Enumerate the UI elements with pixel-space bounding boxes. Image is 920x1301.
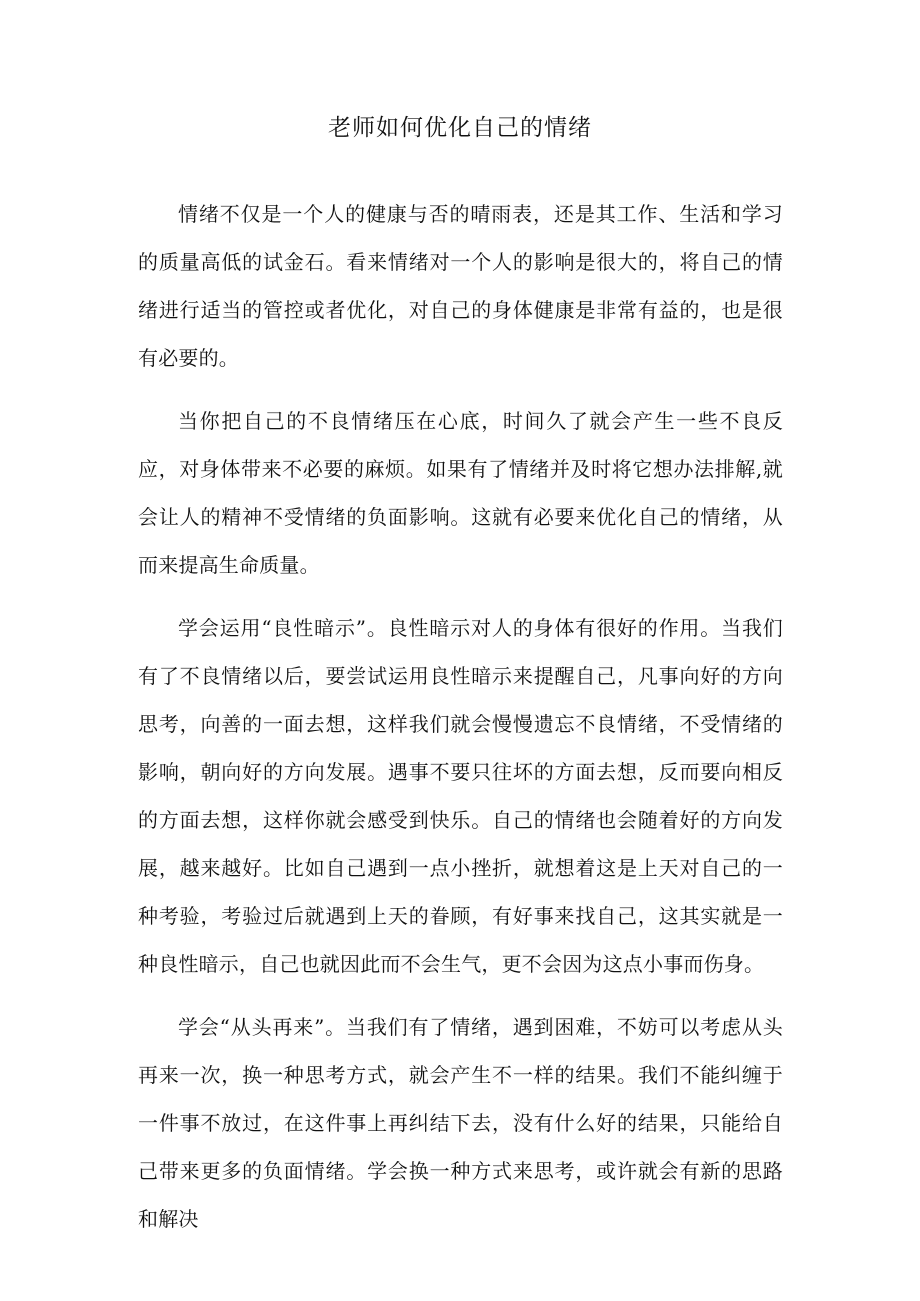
page-title: 老师如何优化自己的情绪 xyxy=(328,115,592,141)
paragraph-1: 情绪不仅是一个人的健康与否的晴雨表，还是其工作、生活和学习的质量高低的试金石。看来情绪对一个人的影响是很大的，将自己的情绪进行适当的管控或者优化，对自己的身体健康是非常有益的，也是很有必要的。 xyxy=(138,202,783,370)
paragraph-2: 当你把自己的不良情绪压在心底，时间久了就会产生一些不良反应，对身体带来不必要的麻烦。如果有了情绪并及时将它想办法排解,就会让人的精神不受情绪的负面影响。这就有必要来优化自己的情绪，从而来提高生命质量。 xyxy=(138,409,783,577)
paragraph-4: 学会“从头再来”。当我们有了情绪，遇到困难，不妨可以考虑从头再来一次，换一种思考方式，就会产生不一样的结果。我们不能纠缠于一件事不放过，在这件事上再纠结下去，没有什么好的结果，只能给自己带来更多的负面情绪。学会换一种方式来思考，或许就会有新的思路和解决 xyxy=(138,1015,783,1231)
paragraph-3: 学会运用“良性暗示”。良性暗示对人的身体有很好的作用。当我们有了不良情绪以后，要尝试运用良性暗示来提醒自己，凡事向好的方向思考，向善的一面去想，这样我们就会慢慢遗忘不良情绪，不受情绪的影响，朝向好的方向发展。遇事不要只往坏的方面去想，反而要向相反的方面去想，这样你就会感受到快乐。自己的情绪也会随着好的方向发展，越来越好。比如自己遇到一点小挫折，就想着这是上天对自己的一种考验，考验过后就遇到上天的眷顾，有好事来找自己，这其实就是一种良性暗示，自己也就因此而不会生气，更不会因为这点小事而伤身。 xyxy=(138,616,783,976)
document-body xyxy=(138,190,783,1258)
